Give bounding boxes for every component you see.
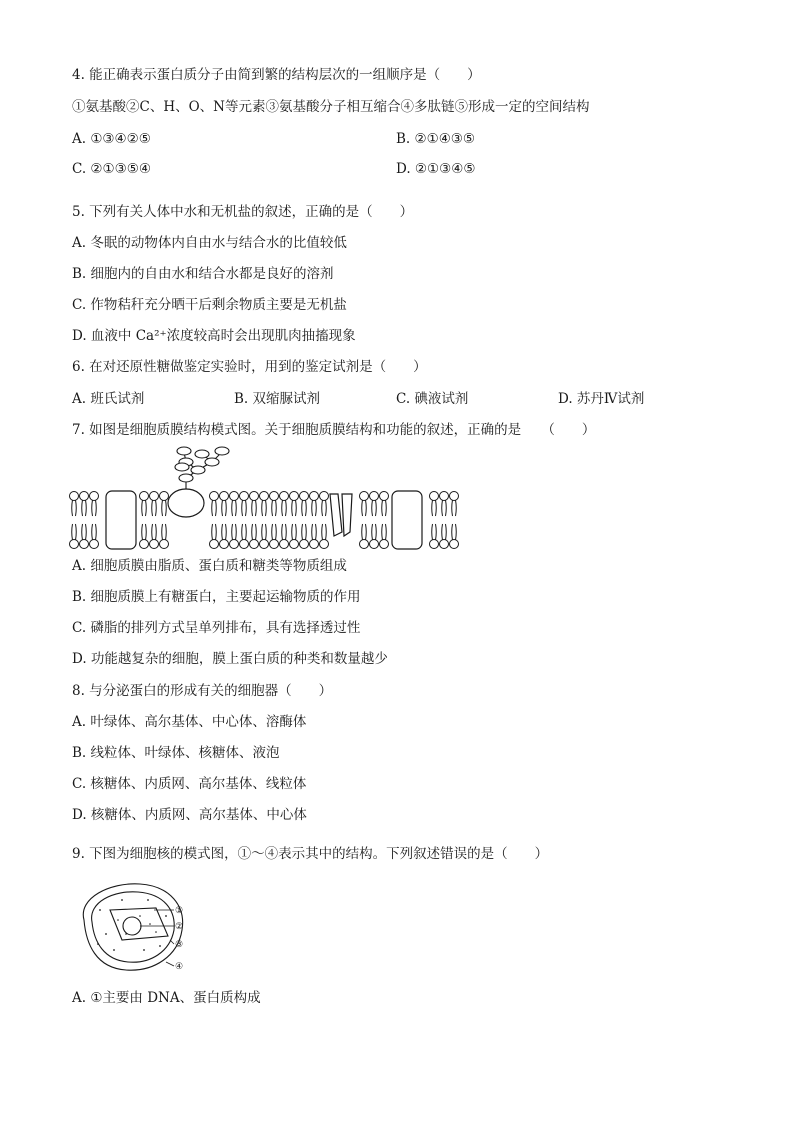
phospholipid-tail: [382, 500, 383, 516]
phospholipid-tail: [92, 500, 93, 516]
phospholipid-tail: [442, 500, 443, 516]
phospholipid-head-inner: [230, 540, 239, 549]
phospholipid-tail: [452, 524, 453, 540]
phospholipid-tail: [312, 524, 313, 540]
q5-option-a[interactable]: A. 冬眠的动物体内自由水与结合水的比值较低: [72, 235, 347, 251]
phospholipid-tail: [386, 500, 387, 516]
phospholipid-tail: [96, 524, 97, 540]
phospholipid-tail: [362, 500, 363, 516]
phospholipid-tail: [152, 524, 153, 540]
phospholipid-head-inner: [140, 540, 149, 549]
phospholipid-head-inner: [450, 540, 459, 549]
phospholipid-tail: [326, 524, 327, 540]
phospholipid-tail: [432, 524, 433, 540]
phospholipid-head-outer: [310, 492, 319, 501]
phospholipid-head-outer: [240, 492, 249, 501]
phospholipid-tail: [296, 524, 297, 540]
phospholipid-tail: [272, 500, 273, 516]
phospholipid-tail: [272, 524, 273, 540]
phospholipid-head-inner: [240, 540, 249, 549]
q5-option-c[interactable]: C. 作物秸秆充分晒干后剩余物质主要是无机盐: [72, 297, 347, 313]
phospholipid-head-inner: [150, 540, 159, 549]
phospholipid-tail: [82, 524, 83, 540]
q5-stem: 5. 下列有关人体中水和无机盐的叙述，正确的是（ ）: [72, 204, 414, 220]
phospholipid-tail: [446, 524, 447, 540]
phospholipid-tail: [166, 524, 167, 540]
phospholipid-head-outer: [230, 492, 239, 501]
phospholipid-tail: [166, 500, 167, 516]
q6-option-b[interactable]: B. 双缩脲试剂: [234, 391, 321, 407]
phospholipid-tail: [226, 500, 227, 516]
phospholipid-tail: [446, 500, 447, 516]
phospholipid-tail: [366, 524, 367, 540]
phospholipid-head-inner: [280, 540, 289, 549]
phospholipid-head-outer: [450, 492, 459, 501]
phospholipid-tail: [236, 500, 237, 516]
phospholipid-head-outer: [280, 492, 289, 501]
phospholipid-head-outer: [250, 492, 259, 501]
phospholipid-tail: [286, 500, 287, 516]
nucleus-label-3: ③: [175, 940, 184, 950]
phospholipid-tail: [222, 524, 223, 540]
phospholipid-head-outer: [380, 492, 389, 501]
phospholipid-tail: [232, 500, 233, 516]
phospholipid-tail: [306, 500, 307, 516]
phospholipid-tail: [146, 500, 147, 516]
phospholipid-tail: [142, 524, 143, 540]
phospholipid-head-outer: [220, 492, 229, 501]
phospholipid-tail: [316, 500, 317, 516]
phospholipid-head-inner: [300, 540, 309, 549]
phospholipid-tail: [216, 500, 217, 516]
q4-option-b[interactable]: B. ②①④③⑤: [396, 131, 476, 147]
phospholipid-head-outer: [360, 492, 369, 501]
phospholipid-tail: [382, 524, 383, 540]
phospholipid-tail: [266, 524, 267, 540]
phospholipid-head-inner: [270, 540, 279, 549]
phospholipid-head-inner: [320, 540, 329, 549]
phospholipid-tail: [432, 500, 433, 516]
phospholipid-tail: [262, 500, 263, 516]
phospholipid-tail: [282, 524, 283, 540]
nucleus-label-4: ④: [175, 962, 184, 972]
phospholipid-tail: [372, 524, 373, 540]
phospholipid-head-outer: [140, 492, 149, 501]
phospholipid-tail: [276, 524, 277, 540]
cell-nucleus-diagram: [70, 880, 200, 976]
phospholipid-head-inner: [360, 540, 369, 549]
phospholipid-tail: [322, 500, 323, 516]
q7-option-c[interactable]: C. 磷脂的排列方式呈单列排布，具有选择透过性: [72, 620, 361, 636]
q5-option-d[interactable]: D. 血液中 Ca²⁺浓度较高时会出现肌肉抽搐现象: [72, 328, 356, 344]
phospholipid-tail: [322, 524, 323, 540]
phospholipid-head-inner: [90, 540, 99, 549]
phospholipid-head-inner: [380, 540, 389, 549]
q9-stem: 9. 下图为细胞核的模式图，①～④表示其中的结构。下列叙述错误的是（ ）: [72, 846, 549, 862]
phospholipid-head-inner: [260, 540, 269, 549]
phospholipid-tail: [326, 500, 327, 516]
phospholipid-tail: [302, 500, 303, 516]
phospholipid-head-outer: [210, 492, 219, 501]
nucleus-label-1: ①: [175, 906, 184, 916]
phospholipid-tail: [376, 500, 377, 516]
phospholipid-tail: [306, 524, 307, 540]
phospholipid-tail: [156, 524, 157, 540]
phospholipid-tail: [212, 524, 213, 540]
phospholipid-tail: [146, 524, 147, 540]
phospholipid-tail: [86, 524, 87, 540]
phospholipid-tail: [296, 500, 297, 516]
phospholipid-head-outer: [90, 492, 99, 501]
phospholipid-tail: [276, 500, 277, 516]
q7-option-d[interactable]: D. 功能越复杂的细胞，膜上蛋白质的种类和数量越少: [72, 651, 388, 667]
phospholipid-head-inner: [440, 540, 449, 549]
phospholipid-tail: [232, 524, 233, 540]
phospholipid-tail: [292, 500, 293, 516]
cell-membrane-diagram: [66, 440, 462, 552]
phospholipid-head-inner: [80, 540, 89, 549]
phospholipid-head-outer: [290, 492, 299, 501]
phospholipid-head-inner: [70, 540, 79, 549]
q5-option-b[interactable]: B. 细胞内的自由水和结合水都是良好的溶剂: [72, 266, 334, 282]
phospholipid-tail: [366, 500, 367, 516]
phospholipid-tail: [86, 500, 87, 516]
phospholipid-tail: [266, 500, 267, 516]
nucleus-label-2: ②: [175, 922, 184, 932]
q8-option-d[interactable]: D. 核糖体、内质网、高尔基体、中心体: [72, 807, 307, 823]
phospholipid-tail: [236, 524, 237, 540]
q7-option-a[interactable]: A. 细胞质膜由脂质、蛋白质和糖类等物质组成: [72, 558, 347, 574]
phospholipid-head-inner: [250, 540, 259, 549]
phospholipid-tail: [286, 524, 287, 540]
phospholipid-tail: [92, 524, 93, 540]
phospholipid-tail: [96, 500, 97, 516]
phospholipid-head-outer: [370, 492, 379, 501]
q4-option-c[interactable]: C. ②①③⑤④: [72, 161, 151, 177]
phospholipid-tail: [76, 500, 77, 516]
q6-stem: 6. 在对还原性糖做鉴定实验时，用到的鉴定试剂是（ ）: [72, 359, 427, 375]
phospholipid-head-outer: [260, 492, 269, 501]
phospholipid-tail: [386, 524, 387, 540]
q4-items: ①氨基酸②C、H、O、N等元素③氨基酸分子相互缩合④多肽链⑤形成一定的空间结构: [72, 99, 590, 115]
q8-option-b[interactable]: B. 线粒体、叶绿体、核糖体、液泡: [72, 745, 280, 761]
phospholipid-tail: [442, 524, 443, 540]
phospholipid-tail: [156, 500, 157, 516]
q6-option-a[interactable]: A. 班氏试剂: [72, 391, 145, 407]
phospholipid-tail: [216, 524, 217, 540]
phospholipid-tail: [282, 500, 283, 516]
phospholipid-tail: [162, 524, 163, 540]
phospholipid-head-outer: [150, 492, 159, 501]
phospholipid-tail: [142, 500, 143, 516]
phospholipid-tail: [262, 524, 263, 540]
phospholipid-head-inner: [220, 540, 229, 549]
phospholipid-head-inner: [160, 540, 169, 549]
phospholipid-head-outer: [160, 492, 169, 501]
phospholipid-tail: [212, 500, 213, 516]
phospholipid-head-inner: [210, 540, 219, 549]
phospholipid-head-outer: [270, 492, 279, 501]
phospholipid-head-outer: [80, 492, 89, 501]
q4-option-a[interactable]: A. ①③④②⑤: [72, 131, 151, 147]
phospholipid-tail: [316, 524, 317, 540]
phospholipid-tail: [302, 524, 303, 540]
phospholipid-tail: [252, 500, 253, 516]
q7-stem: 7. 如图是细胞质膜结构模式图。关于细胞质膜结构和功能的叙述，正确的是 （ ）: [72, 422, 596, 438]
phospholipid-tail: [72, 500, 73, 516]
phospholipid-tail: [456, 524, 457, 540]
phospholipid-tail: [376, 524, 377, 540]
phospholipid-tail: [226, 524, 227, 540]
phospholipid-tail: [256, 500, 257, 516]
phospholipid-tail: [362, 524, 363, 540]
phospholipid-head-outer: [320, 492, 329, 501]
q9-option-a[interactable]: A. ①主要由 DNA、蛋白质构成: [72, 990, 261, 1006]
q6-option-c[interactable]: C. 碘液试剂: [396, 391, 469, 407]
q8-option-c[interactable]: C. 核糖体、内质网、高尔基体、线粒体: [72, 776, 307, 792]
q8-stem: 8. 与分泌蛋白的形成有关的细胞器（ ）: [72, 683, 333, 699]
phospholipid-tail: [436, 500, 437, 516]
q4-stem: 4. 能正确表示蛋白质分子由简到繁的结构层次的一组顺序是（ ）: [72, 67, 481, 83]
phospholipid-tail: [242, 500, 243, 516]
phospholipid-tail: [372, 500, 373, 516]
phospholipid-tail: [82, 500, 83, 516]
phospholipid-head-inner: [290, 540, 299, 549]
phospholipid-tail: [162, 500, 163, 516]
phospholipid-tail: [252, 524, 253, 540]
q7-option-b[interactable]: B. 细胞质膜上有糖蛋白，主要起运输物质的作用: [72, 589, 361, 605]
phospholipid-tail: [312, 500, 313, 516]
phospholipid-head-outer: [430, 492, 439, 501]
phospholipid-tail: [256, 524, 257, 540]
phospholipid-tail: [246, 524, 247, 540]
phospholipid-tail: [76, 524, 77, 540]
phospholipid-head-inner: [310, 540, 319, 549]
phospholipid-tail: [242, 524, 243, 540]
phospholipid-head-inner: [370, 540, 379, 549]
phospholipid-tail: [436, 524, 437, 540]
phospholipid-tail: [456, 500, 457, 516]
phospholipid-head-inner: [430, 540, 439, 549]
phospholipid-head-outer: [440, 492, 449, 501]
phospholipid-tail: [222, 500, 223, 516]
phospholipid-tail: [292, 524, 293, 540]
q8-option-a[interactable]: A. 叶绿体、高尔基体、中心体、溶酶体: [72, 714, 307, 730]
phospholipid-tail: [246, 500, 247, 516]
q6-option-d[interactable]: D. 苏丹Ⅳ试剂: [558, 391, 645, 407]
phospholipid-head-outer: [300, 492, 309, 501]
phospholipid-tail: [452, 500, 453, 516]
q4-option-d[interactable]: D. ②①③④⑤: [396, 161, 476, 177]
phospholipid-tail: [72, 524, 73, 540]
phospholipid-tail: [152, 500, 153, 516]
phospholipid-head-outer: [70, 492, 79, 501]
